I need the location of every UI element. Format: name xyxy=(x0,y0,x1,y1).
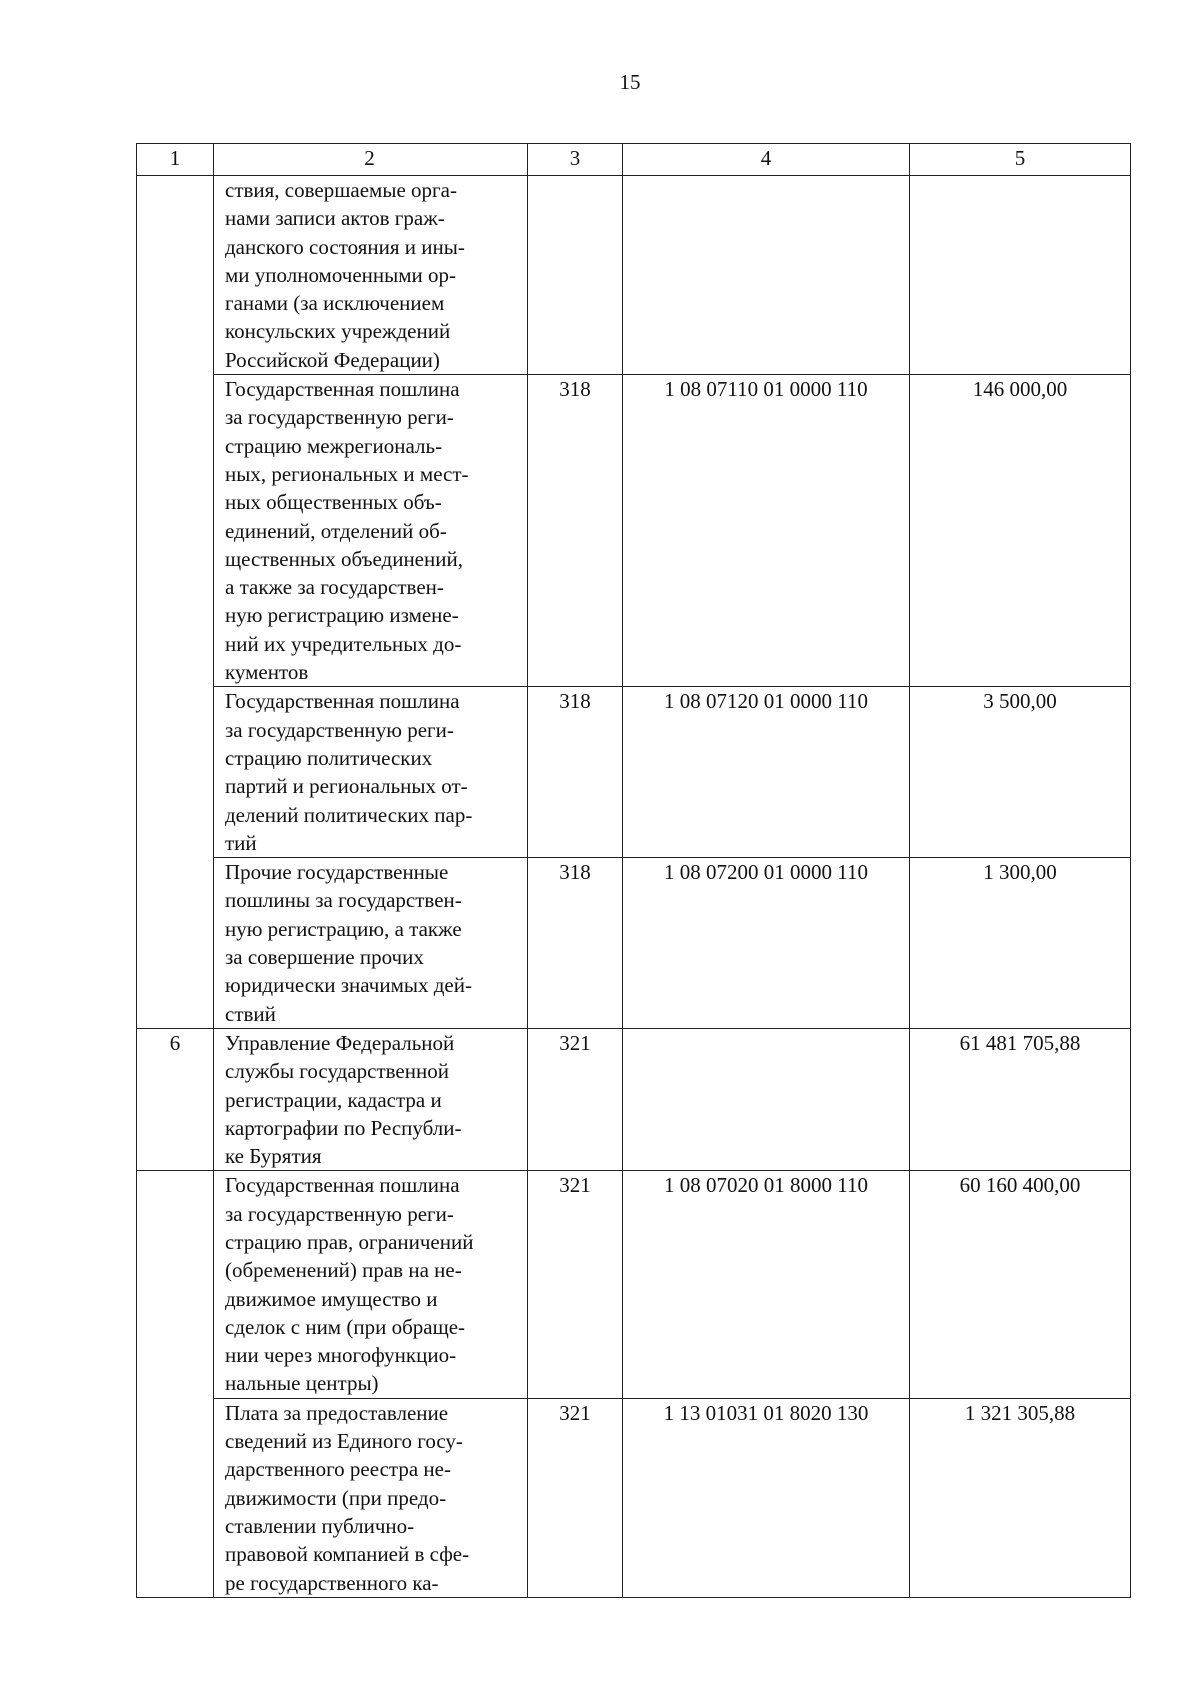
header-col-3: 3 xyxy=(528,144,623,176)
row-number-cell xyxy=(137,1171,214,1398)
row-number-cell xyxy=(137,858,214,1029)
description-cell xyxy=(214,1028,528,1170)
admin-code-cell: 318 xyxy=(528,687,623,858)
description-line: картографии по Республи- xyxy=(225,1115,462,1140)
description-line: пошлины за государствен- xyxy=(225,888,462,913)
row-number-cell xyxy=(137,375,214,687)
description-line: ставлении публично- xyxy=(225,1513,415,1538)
budget-code-cell: 1 13 01031 01 8020 130 xyxy=(623,1398,910,1597)
description-line: Российской Федерации) xyxy=(225,347,440,372)
description-cell xyxy=(214,1398,528,1597)
description-cell xyxy=(214,375,528,687)
amount-cell: 3 500,00 xyxy=(910,687,1131,858)
description-line: ных, региональных и мест- xyxy=(225,461,469,486)
description-line: регистрации, кадастра и xyxy=(225,1087,442,1112)
header-col-1: 1 xyxy=(137,144,214,176)
revenue-table xyxy=(136,143,1131,1598)
description-line: страцию прав, ограничений xyxy=(225,1229,474,1254)
amount-cell xyxy=(910,176,1131,375)
description-line: сделок с ним (при обраще- xyxy=(225,1314,466,1339)
table-body xyxy=(137,176,1131,1598)
description-line: страцию политических xyxy=(225,745,433,770)
description-line: (обременений) прав на не- xyxy=(225,1258,462,1283)
amount-cell: 1 321 305,88 xyxy=(910,1398,1131,1597)
description-line: ми уполномоченными ор- xyxy=(225,262,457,287)
description-line: правовой компанией в сфе- xyxy=(225,1542,470,1567)
description-line: тий xyxy=(225,830,257,855)
admin-code-cell xyxy=(528,176,623,375)
description-line: делений политических пар- xyxy=(225,802,473,827)
amount-cell: 1 300,00 xyxy=(910,858,1131,1029)
amount-cell: 60 160 400,00 xyxy=(910,1171,1131,1398)
row-number-cell: 6 xyxy=(137,1028,214,1170)
description-line: ре государственного ка- xyxy=(225,1570,439,1595)
description-line: ствий xyxy=(225,1001,276,1026)
row-number-cell xyxy=(137,176,214,375)
table-row xyxy=(137,1171,1131,1398)
description-line: движимости (при предо- xyxy=(225,1485,447,1510)
description-line: юридически значимых дей- xyxy=(225,973,472,998)
budget-code-cell: 1 08 07110 01 0000 110 xyxy=(623,375,910,687)
page-number: 15 xyxy=(619,70,641,94)
description-line: кументов xyxy=(225,660,309,685)
description-cell xyxy=(214,858,528,1029)
description-line: щественных объединений, xyxy=(225,546,463,571)
table-row xyxy=(137,176,1131,375)
description-line: нами записи актов граж- xyxy=(225,206,445,231)
description-line: страцию межрегиональ- xyxy=(225,433,443,458)
description-line: за государственную реги- xyxy=(225,405,454,430)
description-line: Государственная пошлина xyxy=(225,689,460,714)
description-line: движимое имущество и xyxy=(225,1286,438,1311)
description-line: ганами (за исключением xyxy=(225,291,445,316)
table-row xyxy=(137,375,1131,687)
description-line: консульских учреждений xyxy=(225,319,451,344)
description-line: Прочие государственные xyxy=(225,860,449,885)
description-line: ствия, совершаемые орга- xyxy=(225,178,457,202)
budget-code-cell xyxy=(623,1028,910,1170)
header-col-2: 2 xyxy=(214,144,528,176)
description-line: партий и региональных от- xyxy=(225,774,468,799)
budget-code-cell xyxy=(623,176,910,375)
description-line: дарственного реестра не- xyxy=(225,1457,451,1482)
header-col-5: 5 xyxy=(910,144,1131,176)
admin-code-cell: 318 xyxy=(528,858,623,1029)
table-row xyxy=(137,1028,1131,1170)
description-line: за государственную реги- xyxy=(225,1201,454,1226)
header-col-4: 4 xyxy=(623,144,910,176)
amount-cell: 61 481 705,88 xyxy=(910,1028,1131,1170)
description-line: сведений из Единого госу- xyxy=(225,1429,463,1454)
row-number-cell xyxy=(137,1398,214,1597)
description-line: нальные центры) xyxy=(225,1371,379,1396)
table-row xyxy=(137,858,1131,1029)
budget-code-cell: 1 08 07200 01 0000 110 xyxy=(623,858,910,1029)
table-header-row xyxy=(137,144,1131,176)
description-line: ний их учредительных до- xyxy=(225,631,462,656)
admin-code-cell: 321 xyxy=(528,1398,623,1597)
budget-code-cell: 1 08 07120 01 0000 110 xyxy=(623,687,910,858)
description-line: за совершение прочих xyxy=(225,945,424,970)
admin-code-cell: 321 xyxy=(528,1171,623,1398)
table-row xyxy=(137,1398,1131,1597)
description-line: ке Бурятия xyxy=(225,1144,322,1169)
description-line: Государственная пошлина xyxy=(225,1173,460,1198)
row-number-cell xyxy=(137,687,214,858)
description-line: за государственную реги- xyxy=(225,717,454,742)
description-line: ных общественных объ- xyxy=(225,490,442,515)
description-line: Государственная пошлина xyxy=(225,377,460,402)
table-row xyxy=(137,687,1131,858)
description-cell xyxy=(214,176,528,375)
description-line: Управление Федеральной xyxy=(225,1030,455,1055)
description-line: а также за государствен- xyxy=(225,575,444,600)
description-cell xyxy=(214,687,528,858)
admin-code-cell: 318 xyxy=(528,375,623,687)
description-line: ную регистрацию измене- xyxy=(225,603,459,628)
description-line: данского состояния и ины- xyxy=(225,234,465,259)
amount-cell: 146 000,00 xyxy=(910,375,1131,687)
description-line: нии через многофункцио- xyxy=(225,1343,457,1368)
budget-code-cell: 1 08 07020 01 8000 110 xyxy=(623,1171,910,1398)
admin-code-cell: 321 xyxy=(528,1028,623,1170)
description-line: Плата за предоставление xyxy=(225,1400,449,1425)
description-line: ную регистрацию, а также xyxy=(225,916,462,941)
description-line: службы государственной xyxy=(225,1059,449,1084)
description-line: единений, отделений об- xyxy=(225,518,447,543)
description-cell xyxy=(214,1171,528,1398)
